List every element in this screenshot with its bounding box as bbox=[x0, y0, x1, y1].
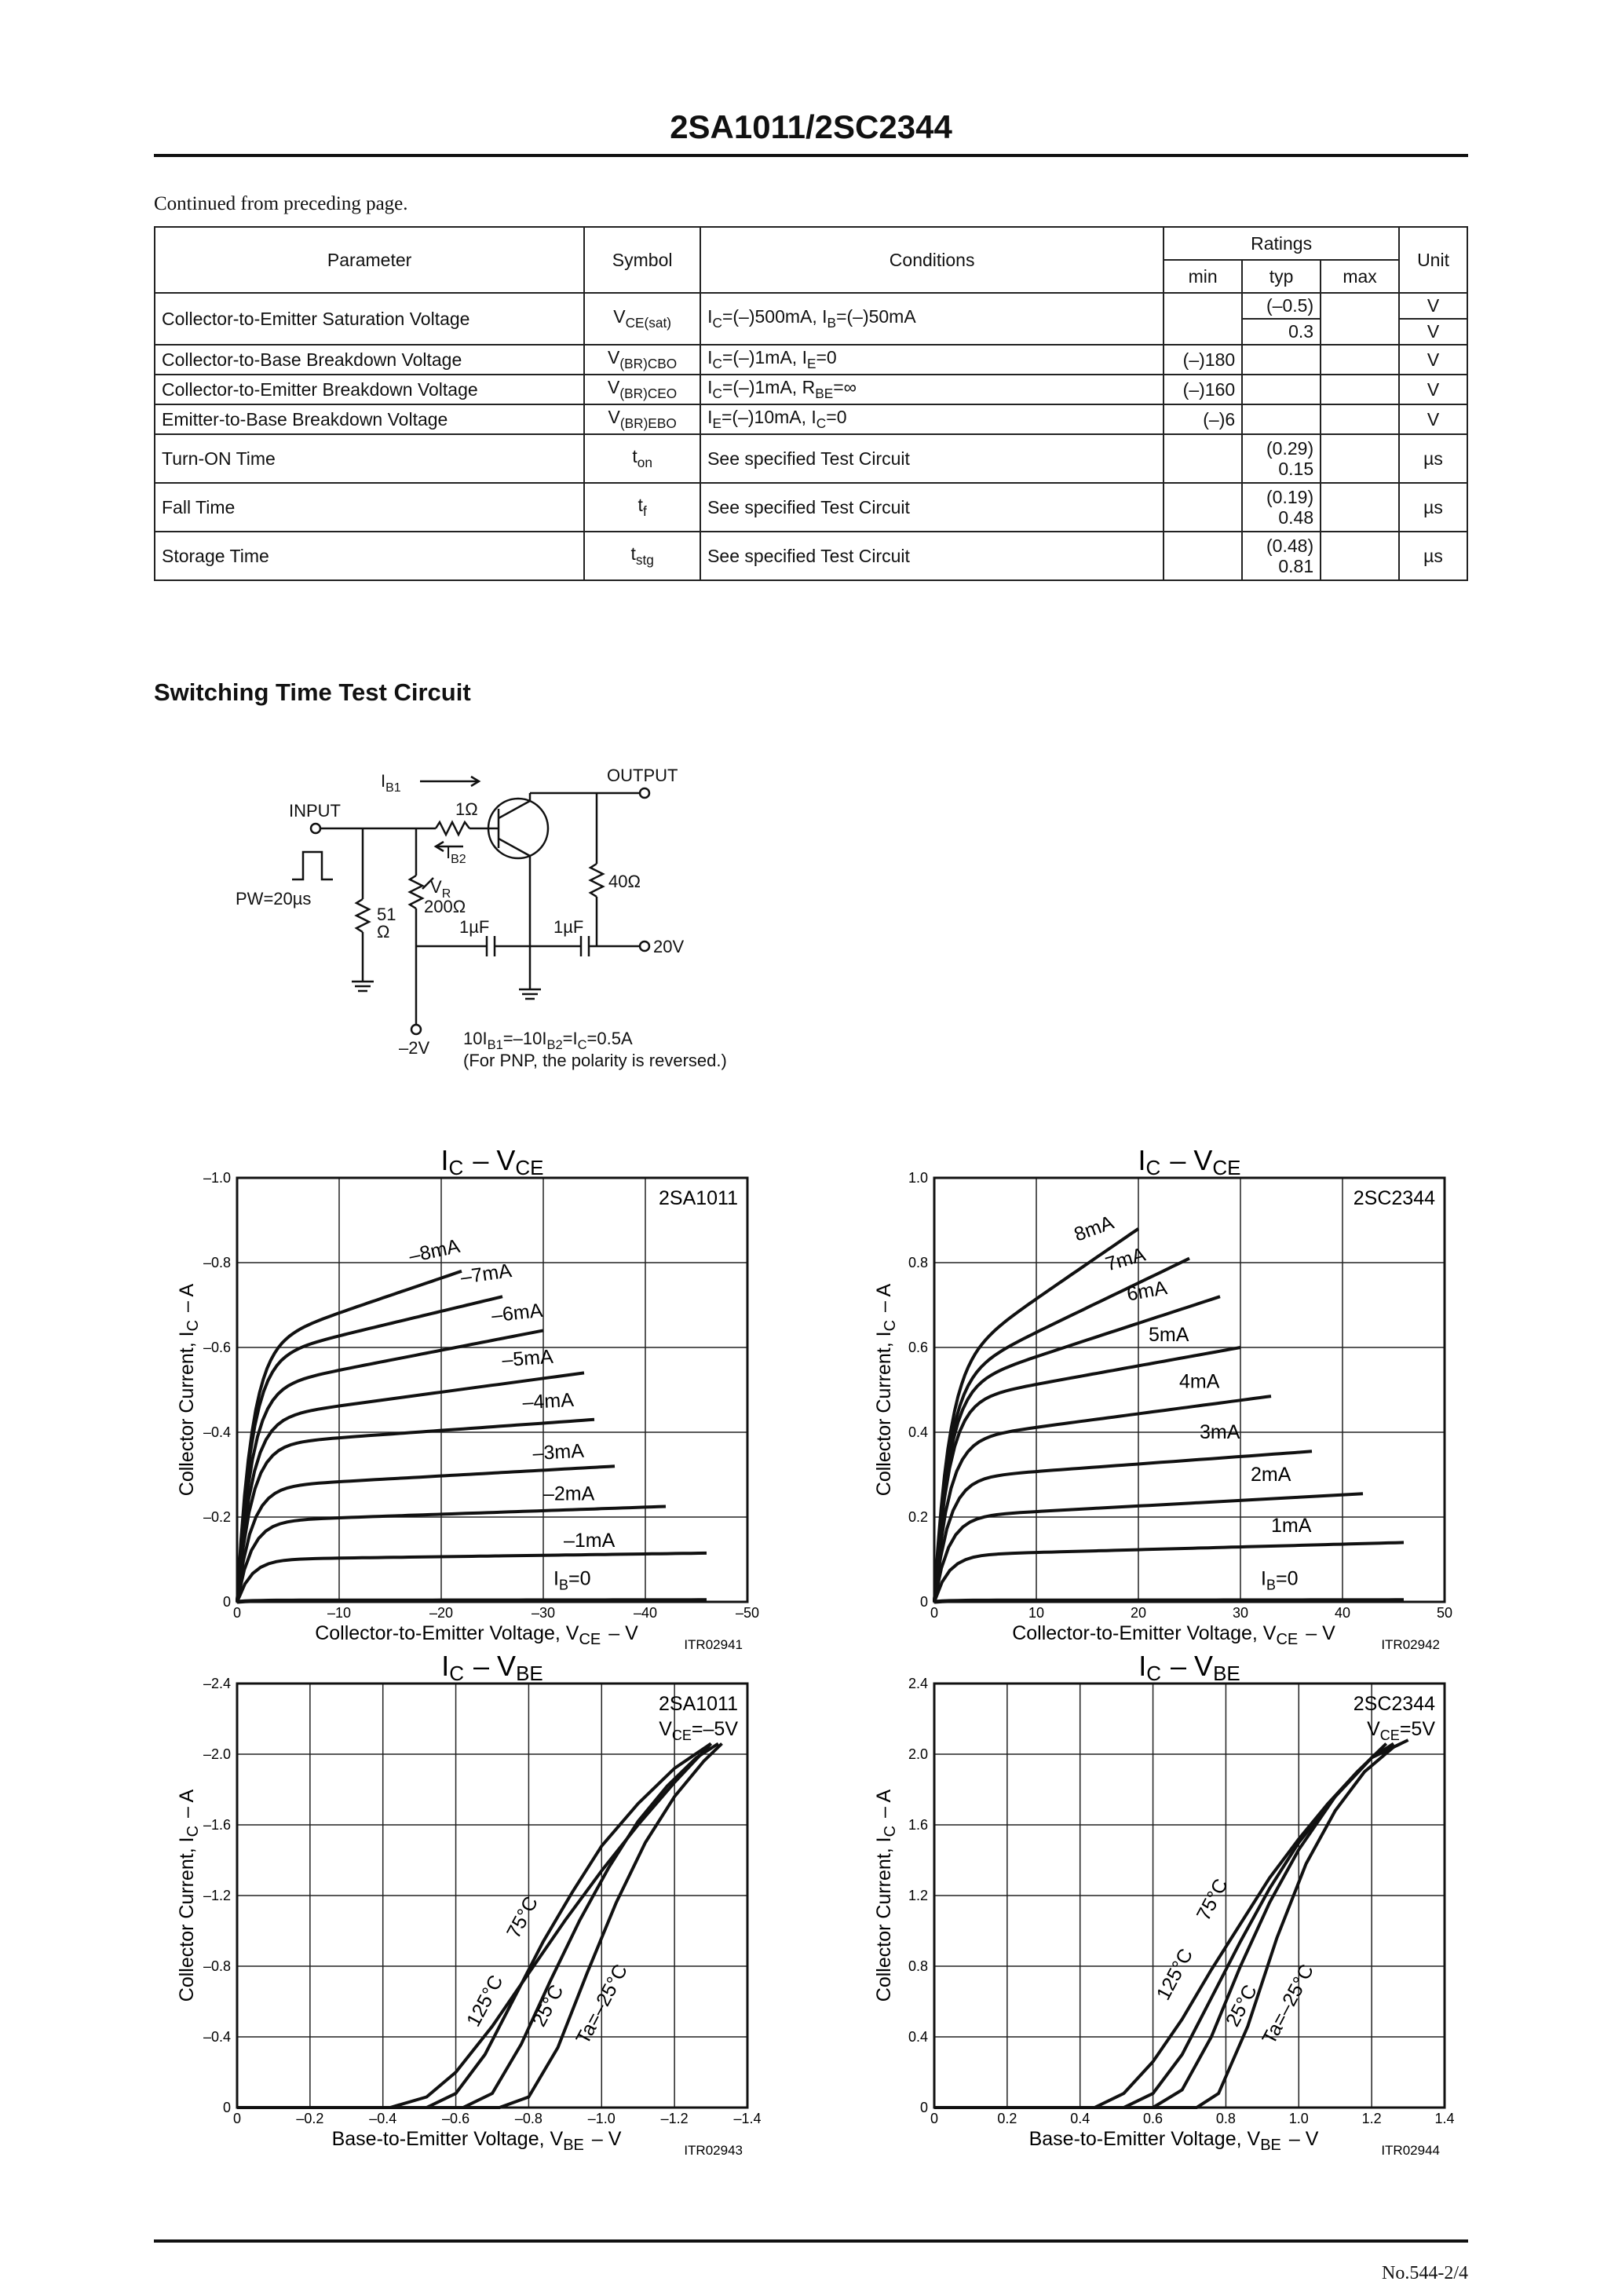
y-tick-label: –0.4 bbox=[203, 1424, 231, 1440]
cell-symbol: $t_{stg}$ bbox=[584, 532, 700, 580]
cell-parameter: Turn-ON Time bbox=[155, 434, 584, 483]
cell-parameter: Storage Time bbox=[155, 532, 584, 580]
cell-conditions: $I_E=(-)10mA$, $I_C=0$ bbox=[700, 404, 1164, 434]
y-tick-label: –0.4 bbox=[203, 2029, 231, 2045]
device-label: 2SA1011 bbox=[658, 1187, 738, 1209]
cell-unit: V bbox=[1399, 404, 1467, 434]
cell-parameter: Fall Time bbox=[155, 483, 584, 532]
series-label: 25°C bbox=[528, 1981, 568, 2031]
chart-ic-vbe-2sa1011 bbox=[165, 1651, 762, 2165]
series-label: 125°C bbox=[1152, 1945, 1198, 2004]
condition-label: $V_{CE}=-5V$ bbox=[659, 1718, 738, 1743]
th-unit: Unit bbox=[1399, 227, 1467, 293]
y-tick-label: –1.2 bbox=[203, 1888, 231, 1903]
x-tick-label: 1.0 bbox=[1288, 2111, 1309, 2126]
circuit-note-1: $10I_{B1}=-10I_{B2}=I_C=0.5A$ bbox=[463, 1029, 633, 1052]
x-tick-label: 0.2 bbox=[997, 2111, 1017, 2126]
y-tick-label: 0.4 bbox=[908, 2029, 928, 2045]
footer-rule bbox=[154, 2239, 1468, 2243]
y-tick-label: –2.0 bbox=[203, 1746, 231, 1762]
figure-code: ITR02942 bbox=[1381, 1637, 1440, 1652]
page-number: No.544-2/4 bbox=[1382, 2263, 1468, 2283]
chart-svg bbox=[165, 1651, 762, 2161]
series-label: 2mA bbox=[1251, 1464, 1291, 1486]
x-tick-label: –0.8 bbox=[514, 2111, 542, 2126]
cell-unit: V V bbox=[1399, 293, 1467, 345]
x-tick-label: 10 bbox=[1028, 1605, 1045, 1621]
cell-conditions: See specified Test Circuit bbox=[700, 532, 1164, 580]
label-pw: PW=20µs bbox=[236, 889, 312, 909]
cell-min bbox=[1164, 483, 1242, 532]
y-axis-label: Collector Current, $I_C-$ A bbox=[873, 1789, 899, 2002]
x-tick-label: –0.4 bbox=[369, 2111, 397, 2126]
cell-symbol: $t_f$ bbox=[584, 483, 700, 532]
series-line bbox=[934, 1600, 1404, 1602]
spec-table bbox=[154, 226, 1468, 581]
chart-ic-vce-2sa1011 bbox=[165, 1145, 762, 1659]
series-label: $I_B=0$ bbox=[553, 1567, 591, 1593]
y-axis-label: Collector Current, $I_C-$ A bbox=[176, 1283, 202, 1497]
cell-max bbox=[1321, 404, 1399, 434]
label-cap1: 1µF bbox=[459, 917, 490, 937]
device-label: 2SC2344 bbox=[1353, 1693, 1435, 1715]
cell-max bbox=[1321, 375, 1399, 404]
x-tick-label: 1.4 bbox=[1434, 2111, 1455, 2126]
series-label: –8mA bbox=[407, 1234, 462, 1267]
cell-typ bbox=[1242, 404, 1321, 434]
y-tick-label: 0 bbox=[222, 1594, 231, 1610]
chart-title: IC – VBE bbox=[1138, 1651, 1240, 1685]
series-label: –1mA bbox=[564, 1529, 616, 1552]
x-axis-label: Collector-to-Emitter Voltage, $V_{CE}$ – V bbox=[1012, 1622, 1335, 1648]
cell-parameter: Collector-to-Emitter Breakdown Voltage bbox=[155, 375, 584, 404]
y-tick-label: –0.6 bbox=[203, 1340, 231, 1355]
th-max: max bbox=[1321, 260, 1399, 293]
cell-max bbox=[1321, 434, 1399, 483]
condition-label: $V_{CE}=5V$ bbox=[1367, 1718, 1435, 1743]
y-tick-label: –0.8 bbox=[203, 1255, 231, 1270]
x-tick-label: 40 bbox=[1334, 1605, 1351, 1621]
x-tick-label: 0 bbox=[232, 2111, 242, 2126]
y-tick-label: 0.8 bbox=[908, 1255, 928, 1270]
th-parameter: Parameter bbox=[155, 227, 584, 293]
label-supply: 20V bbox=[653, 937, 685, 956]
page-title: 2SA1011/2SC2344 bbox=[670, 108, 952, 145]
y-tick-label: –2.4 bbox=[203, 1676, 231, 1691]
x-tick-label: 50 bbox=[1436, 1605, 1453, 1621]
cell-typ: (0.29) 0.15 bbox=[1242, 434, 1321, 483]
series-label: 3mA bbox=[1200, 1421, 1240, 1444]
y-tick-label: 0.8 bbox=[908, 1958, 928, 1974]
series-label: Ta=–25°C bbox=[572, 1961, 633, 2049]
cell-typ: (–0.5) 0.3 bbox=[1242, 293, 1321, 345]
series-label: 7mA bbox=[1102, 1243, 1149, 1276]
series-label: $I_B=0$ bbox=[1261, 1567, 1299, 1593]
y-axis-label: Collector Current, $I_C-$ A bbox=[176, 1789, 202, 2002]
x-tick-label: 0.4 bbox=[1070, 2111, 1090, 2126]
label-ib1: $I_{B1}$ bbox=[381, 771, 401, 795]
series-label: 25°C bbox=[1221, 1981, 1262, 2031]
series-line bbox=[934, 1542, 1404, 1602]
cell-conditions: See specified Test Circuit bbox=[700, 483, 1164, 532]
chart-title: IC – VCE bbox=[1138, 1145, 1241, 1179]
cell-conditions: See specified Test Circuit bbox=[700, 434, 1164, 483]
device-label: 2SA1011 bbox=[658, 1693, 738, 1715]
x-tick-label: –0.6 bbox=[442, 2111, 470, 2126]
device-label: 2SC2344 bbox=[1353, 1187, 1435, 1209]
y-tick-label: 1.2 bbox=[908, 1888, 928, 1903]
th-conditions: Conditions bbox=[700, 227, 1164, 293]
figure-code: ITR02943 bbox=[684, 2143, 743, 2158]
cell-parameter: Collector-to-Emitter Saturation Voltage bbox=[155, 293, 584, 345]
cell-min: (–)160 bbox=[1164, 375, 1242, 404]
series-line bbox=[934, 1493, 1363, 1602]
cell-unit: V bbox=[1399, 375, 1467, 404]
continued-note: Continued from preceding page. bbox=[154, 193, 408, 214]
x-tick-label: 0 bbox=[930, 2111, 939, 2126]
series-label: Ta=–25°C bbox=[1258, 1961, 1319, 2049]
cell-parameter: Collector-to-Base Breakdown Voltage bbox=[155, 345, 584, 375]
y-tick-label: 1.6 bbox=[908, 1817, 928, 1833]
cell-symbol: $V_{(BR)CEO}$ bbox=[584, 375, 700, 404]
y-tick-label: 2.4 bbox=[908, 1676, 928, 1691]
series-label: –6mA bbox=[490, 1299, 544, 1327]
x-tick-label: 1.2 bbox=[1361, 2111, 1382, 2126]
series-label: –4mA bbox=[521, 1388, 575, 1414]
x-tick-label: 30 bbox=[1232, 1605, 1249, 1621]
series-label: 6mA bbox=[1125, 1277, 1169, 1306]
series-label: 125°C bbox=[462, 1971, 508, 2031]
cell-unit: µs bbox=[1399, 483, 1467, 532]
x-tick-label: –30 bbox=[531, 1605, 556, 1621]
cell-symbol: $V_{CE(sat)}$ bbox=[584, 293, 700, 345]
y-tick-label: –0.2 bbox=[203, 1509, 231, 1525]
chart-title: IC – VBE bbox=[441, 1651, 543, 1685]
table-row bbox=[155, 483, 1467, 532]
series-label: 4mA bbox=[1179, 1370, 1220, 1393]
cell-min bbox=[1164, 293, 1242, 345]
series-label: –5mA bbox=[501, 1345, 554, 1372]
x-tick-label: –20 bbox=[429, 1605, 454, 1621]
label-vr: $V_R$ bbox=[430, 877, 451, 901]
cell-typ: (0.48) 0.81 bbox=[1242, 532, 1321, 580]
header-rule bbox=[154, 154, 1468, 157]
cell-min bbox=[1164, 532, 1242, 580]
chart-svg bbox=[862, 1145, 1459, 1655]
x-axis-label: Base-to-Emitter Voltage, $V_{BE}$ – V bbox=[331, 2128, 622, 2154]
x-tick-label: –40 bbox=[633, 1605, 658, 1621]
x-tick-label: 0 bbox=[930, 1605, 939, 1621]
th-ratings: Ratings bbox=[1164, 227, 1399, 260]
cell-conditions: $I_C=(-)1mA$, $R_{BE}=\infty$ bbox=[700, 375, 1164, 404]
cell-conditions: $I_C=(-)500mA$, $I_B=(-)50mA$ bbox=[700, 293, 1164, 345]
label-output: OUTPUT bbox=[607, 766, 678, 785]
y-tick-label: 0.4 bbox=[908, 1424, 928, 1440]
cell-max bbox=[1321, 293, 1399, 345]
cell-typ bbox=[1242, 375, 1321, 404]
series-line bbox=[237, 1553, 707, 1602]
test-circuit bbox=[228, 754, 856, 1084]
cell-max bbox=[1321, 345, 1399, 375]
series-label: 75°C bbox=[502, 1892, 543, 1943]
cell-min: (–)180 bbox=[1164, 345, 1242, 375]
cell-conditions: $I_C=(-)1mA$, $I_E=0$ bbox=[700, 345, 1164, 375]
chart-ic-vce-2sc2344 bbox=[862, 1145, 1459, 1659]
x-tick-label: –1.0 bbox=[587, 2111, 616, 2126]
spec-table-body bbox=[155, 293, 1467, 580]
y-tick-label: 0 bbox=[919, 2100, 928, 2115]
series-line bbox=[237, 1744, 711, 2108]
series-label: –3mA bbox=[532, 1439, 585, 1465]
table-row bbox=[155, 434, 1467, 483]
x-tick-label: 0 bbox=[232, 1605, 242, 1621]
x-tick-label: 0.6 bbox=[1143, 2111, 1164, 2126]
x-tick-label: –50 bbox=[735, 1605, 760, 1621]
chart-title: IC – VCE bbox=[440, 1145, 544, 1179]
table-row bbox=[155, 404, 1467, 434]
x-tick-label: 20 bbox=[1130, 1605, 1147, 1621]
chart-ic-vbe-2sc2344 bbox=[862, 1651, 1459, 2165]
series-label: –7mA bbox=[458, 1260, 513, 1289]
th-min: min bbox=[1164, 260, 1242, 293]
label-vr-value: 200Ω bbox=[424, 897, 466, 916]
circuit-note-2: (For PNP, the polarity is reversed.) bbox=[463, 1051, 727, 1070]
cell-typ: (0.19) 0.48 bbox=[1242, 483, 1321, 532]
x-tick-label: 0.8 bbox=[1215, 2111, 1236, 2126]
label-ib2: $I_{B2}$ bbox=[446, 843, 466, 866]
x-tick-label: –1.4 bbox=[733, 2111, 762, 2126]
plot-frame bbox=[237, 1178, 747, 1602]
x-axis-label: Collector-to-Emitter Voltage, $V_{CE}$ – V bbox=[315, 1622, 638, 1648]
series-label: 5mA bbox=[1149, 1323, 1189, 1346]
y-tick-label: 1.0 bbox=[908, 1170, 928, 1186]
y-tick-label: 0 bbox=[222, 2100, 231, 2115]
series-line bbox=[934, 1744, 1394, 2108]
y-axis-label: Collector Current, $I_C-$ A bbox=[873, 1283, 899, 1497]
cell-max bbox=[1321, 483, 1399, 532]
table-row bbox=[155, 375, 1467, 404]
y-tick-label: –1.0 bbox=[203, 1170, 231, 1186]
series-label: 75°C bbox=[1192, 1875, 1233, 1925]
label-cap2: 1µF bbox=[553, 917, 584, 937]
cell-symbol: $V_{(BR)EBO}$ bbox=[584, 404, 700, 434]
figure-code: ITR02944 bbox=[1381, 2143, 1440, 2158]
series-label: 8mA bbox=[1071, 1211, 1117, 1246]
cell-unit: µs bbox=[1399, 532, 1467, 580]
label-r51-unit: Ω bbox=[377, 922, 390, 941]
x-tick-label: –10 bbox=[327, 1605, 352, 1621]
chart-svg bbox=[165, 1145, 762, 1655]
label-r-load: 40Ω bbox=[608, 872, 641, 891]
cell-min bbox=[1164, 434, 1242, 483]
cell-typ bbox=[1242, 345, 1321, 375]
th-typ: typ bbox=[1242, 260, 1321, 293]
y-tick-label: –0.8 bbox=[203, 1958, 231, 1974]
series-line bbox=[934, 1744, 1386, 2108]
cell-min: (–)6 bbox=[1164, 404, 1242, 434]
series-label: 1mA bbox=[1271, 1514, 1312, 1537]
label-bias: –2V bbox=[399, 1038, 430, 1058]
label-r1: 1Ω bbox=[455, 799, 478, 819]
y-tick-label: –1.6 bbox=[203, 1817, 231, 1833]
cell-parameter: Emitter-to-Base Breakdown Voltage bbox=[155, 404, 584, 434]
x-tick-label: –1.2 bbox=[660, 2111, 689, 2126]
y-tick-label: 2.0 bbox=[908, 1746, 928, 1762]
label-input: INPUT bbox=[289, 801, 341, 821]
series-line bbox=[237, 1744, 711, 2108]
y-tick-label: 0.2 bbox=[908, 1509, 928, 1525]
cell-unit: µs bbox=[1399, 434, 1467, 483]
cell-symbol: $V_{(BR)CBO}$ bbox=[584, 345, 700, 375]
y-tick-label: 0 bbox=[919, 1594, 928, 1610]
label-r51: 51 bbox=[377, 905, 396, 924]
x-tick-label: –0.2 bbox=[296, 2111, 324, 2126]
section-title: Switching Time Test Circuit bbox=[154, 678, 471, 706]
table-row bbox=[155, 345, 1467, 375]
table-row bbox=[155, 293, 1467, 345]
x-axis-label: Base-to-Emitter Voltage, $V_{BE}$ – V bbox=[1028, 2128, 1319, 2154]
figure-code: ITR02941 bbox=[684, 1637, 743, 1652]
cell-unit: V bbox=[1399, 345, 1467, 375]
cell-symbol: $t_{on}$ bbox=[584, 434, 700, 483]
th-symbol: Symbol bbox=[584, 227, 700, 293]
y-tick-label: 0.6 bbox=[908, 1340, 928, 1355]
table-row bbox=[155, 532, 1467, 580]
series-line bbox=[237, 1600, 707, 1602]
cell-max bbox=[1321, 532, 1399, 580]
series-label: –2mA bbox=[543, 1483, 595, 1505]
series-line bbox=[237, 1744, 718, 2108]
chart-svg bbox=[862, 1651, 1459, 2161]
